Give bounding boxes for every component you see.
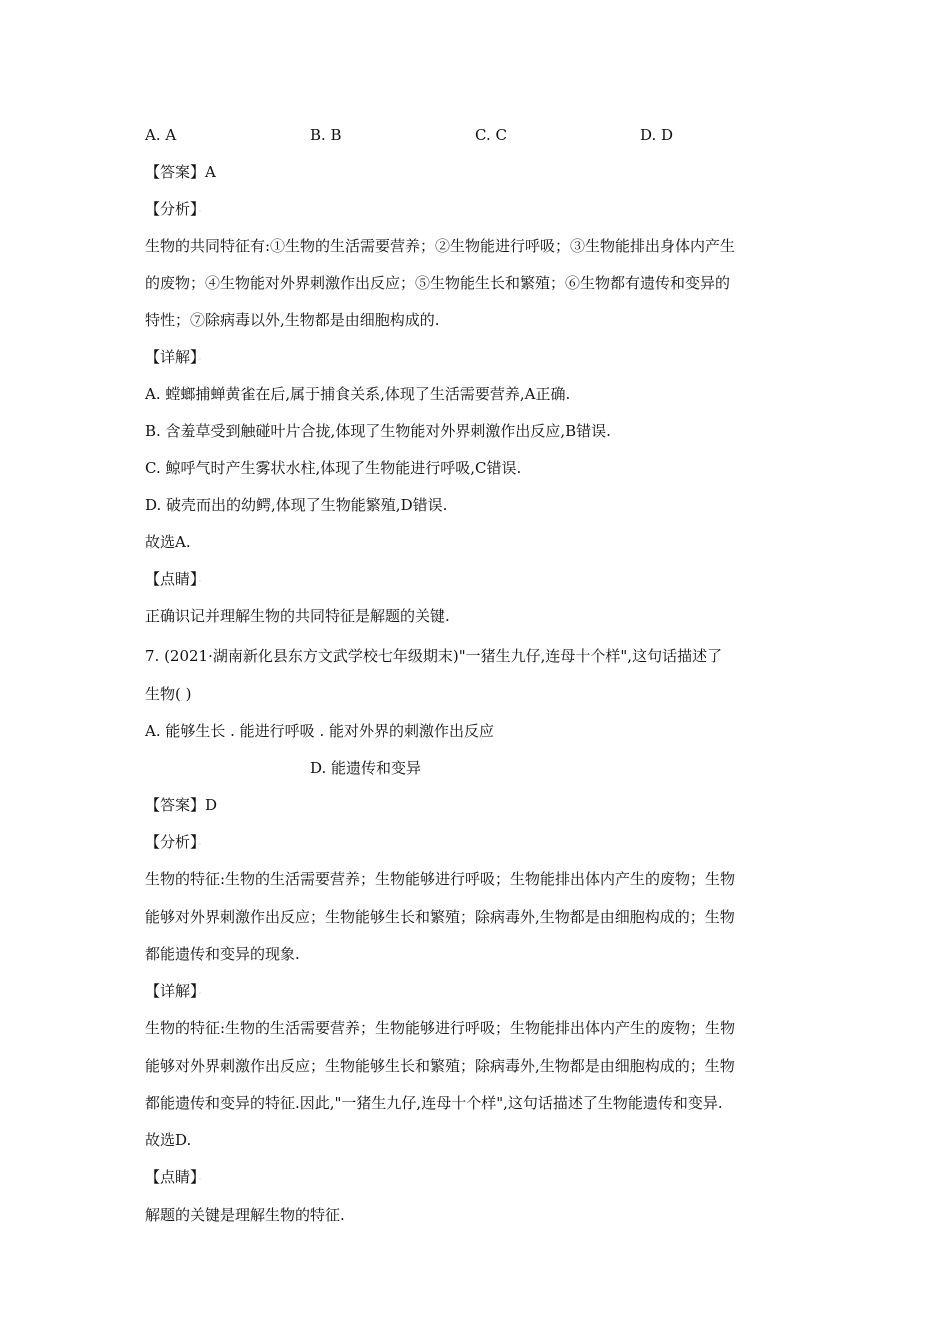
q7-detail-line-2: 能够对外界刺激作出反应；生物能够生长和繁殖；除病毒外,生物都是由细胞构成的；生物 <box>145 1057 735 1075</box>
q6-option-b: B. B <box>310 126 342 144</box>
q7-detail-line-3: 都能遗传和变异的特征.因此,"一猪生九仔,连母十个样",这句话描述了生物能遗传和变异. <box>145 1094 723 1112</box>
q6-detail-title: 【详解】· <box>145 348 202 366</box>
q6-option-c: C. C <box>475 126 507 144</box>
q6-detail-line-1: A. 螳螂捕蝉黄雀在后,属于捕食关系,体现了生活需要营养,A正确. <box>145 385 571 403</box>
q6-answer: 【答案】A <box>145 163 216 181</box>
q7-analysis-line-2: 能够对外界刺激作出反应；生物能够生长和繁殖；除病毒外,生物都是由细胞构成的；生物 <box>145 908 735 926</box>
q6-analysis-line-3: 特性；⑦除病毒以外,生物都是由细胞构成的. <box>145 311 440 329</box>
q7-detail-line-1: 生物的特征:生物的生活需要营养；生物能够进行呼吸；生物能排出体内产生的废物；生物 <box>145 1019 736 1037</box>
q7-analysis-line-1: 生物的特征:生物的生活需要营养；生物能够进行呼吸；生物能排出体内产生的废物；生物 <box>145 870 736 888</box>
q6-analysis-title: 【分析】· <box>145 200 202 218</box>
q7-analysis-title: 【分析】· <box>145 833 202 851</box>
q7-answer: 【答案】D <box>145 796 218 814</box>
q6-analysis-line-2: 的废物；④生物能对外界刺激作出反应；⑤生物能生长和繁殖；⑥生物都有遗传和变异的 <box>145 274 731 292</box>
q7-comment-title: 【点睛】· <box>145 1168 202 1186</box>
q7-comment: 解题的关键是理解生物的特征. <box>145 1206 345 1224</box>
q7-stem-line-2: 生物( ) <box>145 685 192 703</box>
q6-detail-line-4: D. 破壳而出的幼鳄,体现了生物能繁殖,D错误. <box>145 496 448 514</box>
q7-option-d: D. 能遗传和变异 <box>310 759 422 777</box>
q6-detail-line-3: C. 鲸呼气时产生雾状水柱,体现了生物能进行呼吸,C错误. <box>145 459 522 477</box>
q6-option-a: A. A <box>145 126 177 144</box>
q7-detail-conclusion: 故选D. <box>145 1131 192 1149</box>
q7-analysis-line-3: 都能遗传和变异的现象. <box>145 945 300 963</box>
q6-option-d: D. D <box>640 126 674 144</box>
q7-stem-line-1: 7. (2021·湖南新化县东方文武学校七年级期末)"一猪生九仔,连母十个样",这句话描述了 <box>145 647 723 665</box>
q6-comment-title: 【点睛】· <box>145 570 202 588</box>
q7-detail-title: 【详解】· <box>145 982 202 1000</box>
q6-comment: 正确识记并理解生物的共同特征是解题的关键. <box>145 607 450 625</box>
q6-detail-line-2: B. 含羞草受到触碰叶片合拢,体现了生物能对外界刺激作出反应,B错误. <box>145 422 611 440</box>
q6-analysis-line-1: 生物的共同特征有:①生物的生活需要营养；②生物能进行呼吸；③生物能排出身体内产生 <box>145 237 736 255</box>
q7-options-abc: A. 能够生长 . 能进行呼吸 . 能对外界的刺激作出反应 <box>145 722 494 740</box>
q6-detail-conclusion: 故选A. <box>145 533 191 551</box>
